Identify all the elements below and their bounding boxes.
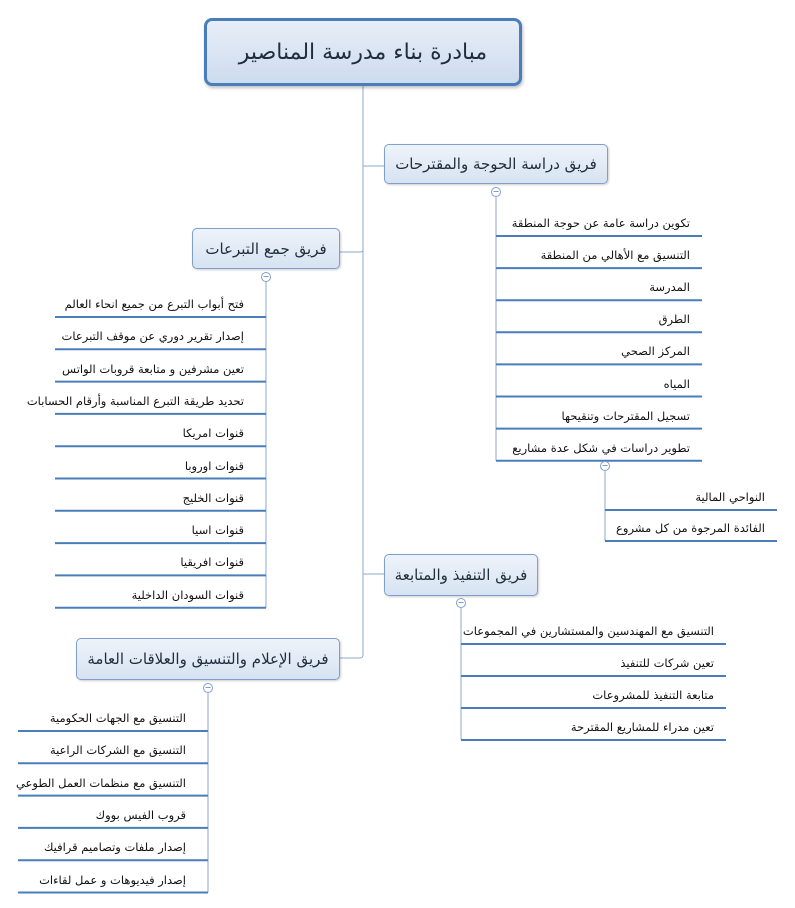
needs-sub-item[interactable]: النواحي المالية	[695, 490, 765, 504]
fundraising-item[interactable]: قنوات السودان الداخلية	[131, 587, 244, 602]
needs-item[interactable]: تسجيل المقترحات وتنقيحها	[561, 408, 690, 423]
needs-item[interactable]: المياه	[663, 376, 690, 391]
fundraising-item[interactable]: قنوات افريقيا	[180, 555, 244, 570]
fundraising-item[interactable]: تحديد طريقة التبرع المناسبة وأرقام الحسابات	[26, 393, 244, 408]
execution-item[interactable]: متابعة التنفيذ للمشروعات	[592, 688, 714, 702]
fundraising-item[interactable]: قنوات اسيا	[191, 523, 244, 538]
media-item[interactable]: إصدار فيديوهات و عمل لقاءات	[39, 872, 186, 887]
execution-item[interactable]: تعين مدراء للمشاريع المقترحة	[570, 720, 714, 734]
fundraising-item[interactable]: فتح أبواب التبرع من جميع انحاء العالم	[64, 297, 244, 311]
execution-item[interactable]: تعين شركات للتنفيذ	[620, 656, 714, 670]
branch-media-title: فريق الإعلام والتنسيق والعلاقات العامة	[87, 650, 329, 668]
fundraising-collapse-toggle[interactable]: −	[262, 272, 270, 281]
media-item[interactable]: التنسيق مع الجهات الحكومية	[49, 711, 186, 725]
fundraising-item[interactable]: قنوات الخليج	[182, 490, 244, 505]
needs-sub-collapse-toggle[interactable]: −	[601, 461, 609, 470]
branch-fundraising-title: فريق جمع التبرعات	[205, 239, 327, 258]
branch-execution[interactable]	[384, 554, 538, 596]
needs-sub-item[interactable]: الفائدة المرجوة من كل مشروع	[616, 521, 765, 535]
needs-item[interactable]: المركز الصحي	[621, 344, 690, 359]
needs-item[interactable]: تطوير دراسات في شكل عدة مشاريع	[512, 440, 690, 455]
media-item[interactable]: إصدار ملفات وتصاميم قرافيك	[43, 840, 186, 855]
branch-needs[interactable]	[384, 144, 608, 184]
needs-item[interactable]: الطرق	[658, 312, 690, 327]
media-item[interactable]: قروب الفيس بووك	[95, 807, 186, 822]
needs-item[interactable]: المدرسة	[649, 280, 690, 295]
fundraising-item[interactable]: إصدار تقرير دوري عن موقف التبرعات	[61, 329, 244, 344]
media-item[interactable]: التنسيق مع الشركات الراعية	[49, 743, 186, 758]
branch-execution-title: فريق التنفيذ والمتابعة	[394, 566, 528, 584]
fundraising-item[interactable]: تعين مشرفين و متابعة قروبات الواتس	[62, 361, 244, 376]
needs-item[interactable]: التنسيق مع الأهالي من المنطقة	[540, 248, 690, 263]
branch-media[interactable]	[76, 638, 340, 680]
root-node[interactable]	[204, 18, 522, 86]
media-item[interactable]: التنسيق مع منظمات العمل الطوعي	[15, 775, 186, 790]
needs-item[interactable]: تكوين دراسة عامة عن حوجة المنطقة	[511, 216, 690, 230]
fundraising-item[interactable]: قنوات اوروبا	[184, 458, 244, 473]
branch-fundraising[interactable]	[192, 228, 340, 269]
execution-item[interactable]: التنسيق مع المهندسين والمستشارين في المجموعات	[462, 624, 714, 638]
branch-needs-title: فريق دراسة الحوجة والمقترحات	[395, 155, 597, 173]
execution-collapse-toggle[interactable]: −	[457, 598, 465, 607]
root-title: مبادرة بناء مدرسة المناصير	[238, 39, 488, 65]
media-collapse-toggle[interactable]: −	[204, 683, 212, 692]
fundraising-item[interactable]: قنوات امريكا	[182, 426, 244, 441]
needs-collapse-toggle[interactable]: −	[492, 187, 500, 196]
